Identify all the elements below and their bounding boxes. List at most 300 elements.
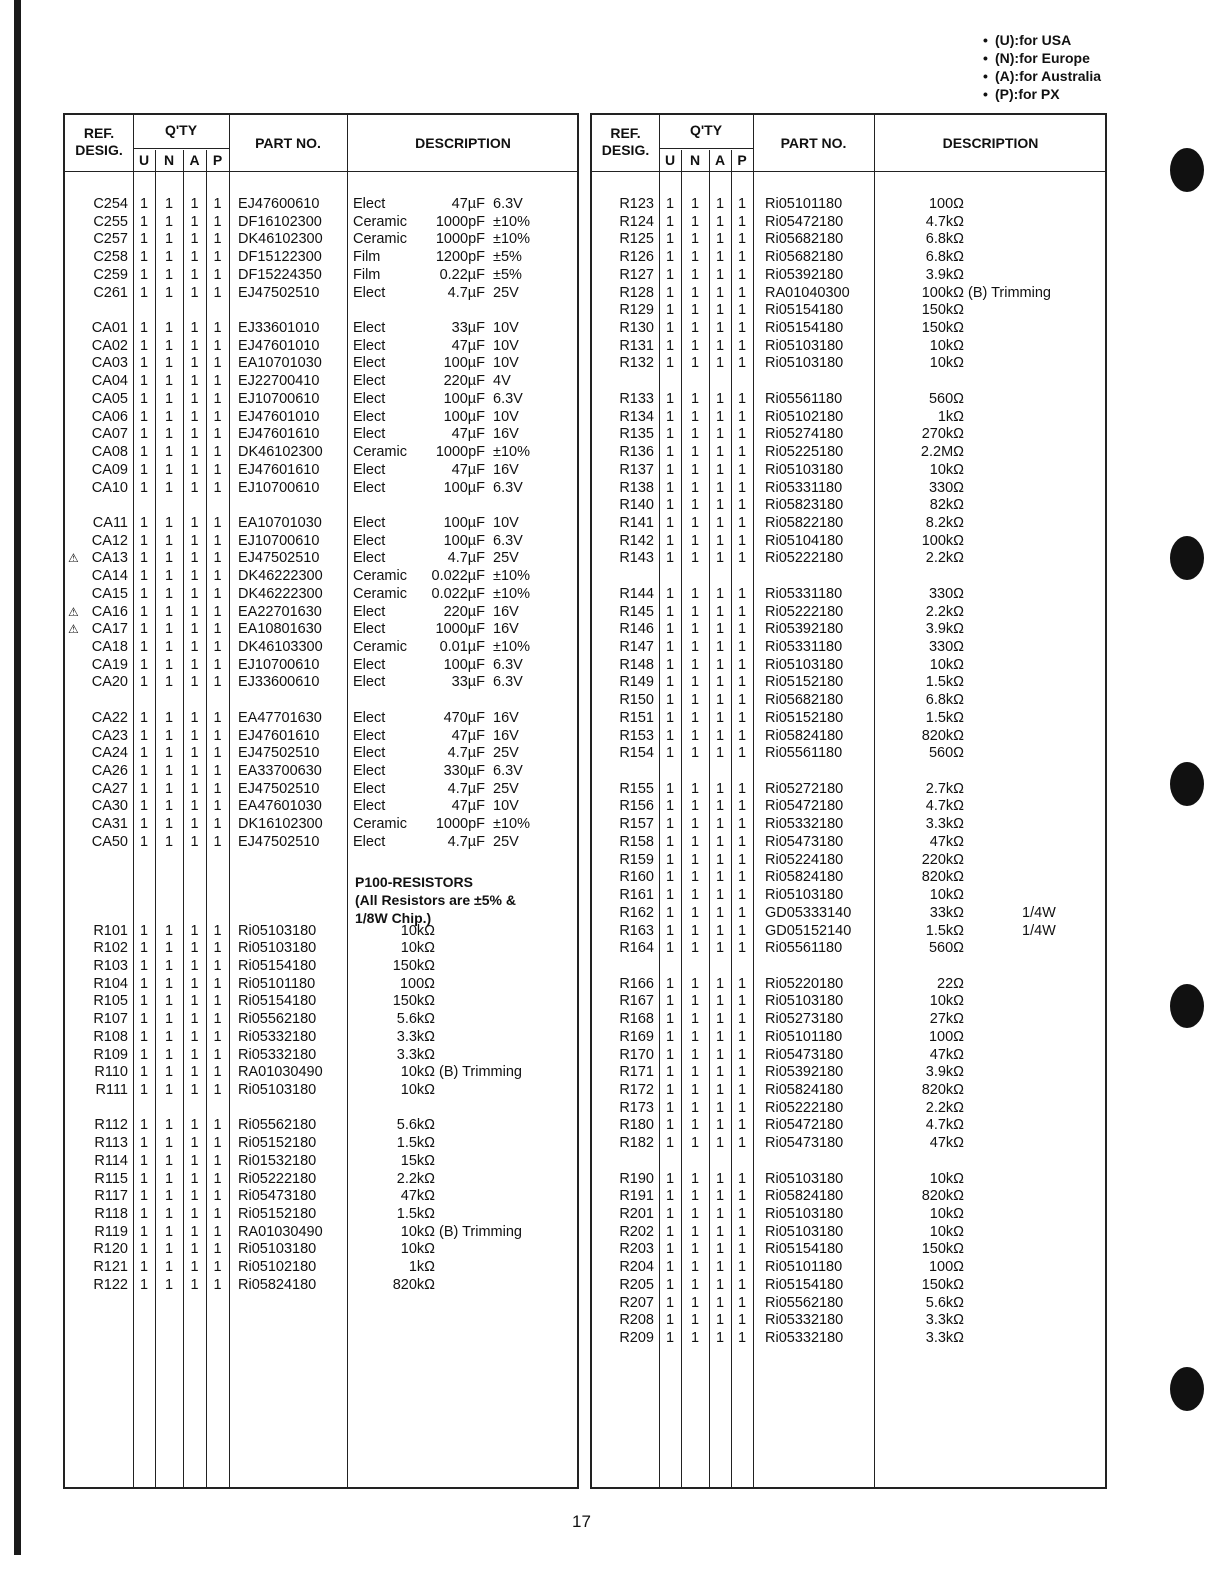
qty-cell: 1 [164,975,174,992]
part-number: EJ10700610 [238,656,320,673]
qty-cell: 1 [139,514,149,531]
qty-cell: 1 [715,1082,725,1098]
qty-cell: 1 [665,993,675,1010]
part-number: Ri05274180 [765,426,844,443]
part-number: Ri05154180 [238,957,317,974]
qty-cell: 1 [690,390,700,407]
part-number: Ri05561180 [765,390,843,407]
ref-designator: R107 [93,1011,128,1028]
qty-cell: 1 [139,1206,149,1223]
part-type: Elect [353,373,386,390]
punch-hole [1170,984,1204,1028]
ref-designator: R167 [619,993,654,1010]
part-number: Ri05103180 [238,1241,317,1258]
qty-cell: 1 [690,1294,700,1311]
qty-cell: 1 [715,745,725,762]
table-row [592,851,1105,869]
part-number: Ri05331180 [765,639,843,655]
table-row [65,230,577,248]
qty-cell: 1 [737,1241,747,1258]
part-value: 270kΩ [921,426,964,443]
qty-cell: 1 [715,408,725,425]
table-row [592,744,1105,762]
part-type: Elect [353,320,386,337]
qty-cell: 1 [715,869,725,886]
qty-cell: 1 [690,408,700,425]
qty-cell: 1 [164,763,174,780]
qty-cell: 1 [665,1028,675,1045]
part-value: 6.8kΩ [925,249,964,266]
qty-cell: 1 [737,1223,747,1240]
qty-cell: 1 [213,337,222,354]
qty-cell: 1 [690,656,700,673]
legend-europe: • (N):for Europe [983,49,1101,67]
qty-cell: 1 [139,249,149,266]
qty-cell: 1 [213,1011,222,1028]
part-value: 27kΩ [929,1011,964,1028]
part-number: Ri05682180 [765,692,844,709]
qty-cell: 1 [164,320,174,337]
table-row [592,1134,1105,1152]
qty-cell: 1 [164,231,174,248]
qty-cell: 1 [190,1011,199,1028]
qty-cell: 1 [690,284,700,301]
qty-cell: 1 [190,1223,199,1240]
table-row [592,248,1105,266]
description-header: DESCRIPTION [415,135,511,151]
qty-cell: 1 [139,266,149,283]
part-number: Ri05103180 [765,461,844,478]
qty-cell: 1 [164,266,174,283]
part-number: Ri05473180 [765,1135,844,1152]
qty-cell: 1 [213,461,222,478]
part-rating: 25V [493,780,519,797]
qty-cell: 1 [213,1188,222,1205]
part-number: EJ47601610 [238,461,320,478]
qty-cell: 1 [665,284,675,301]
qty-cell: 1 [665,585,675,602]
table-row [65,284,577,302]
qty-cell: 1 [190,249,199,266]
part-value: 4.7µF [447,550,485,567]
qty-cell: 1 [665,497,675,514]
table-row [65,709,577,727]
qty-cell: 1 [715,692,725,709]
table-row [65,975,577,993]
table-row [592,1205,1105,1223]
qty-cell: 1 [690,1223,700,1240]
part-type: Elect [353,532,386,549]
qty-cell: 1 [715,639,725,655]
part-value: 5.6kΩ [396,1117,435,1134]
ref-designator: R208 [619,1312,654,1329]
ref-designator: CA01 [91,320,128,337]
part-number: DF15224350 [238,266,322,283]
col-ref-header [65,125,133,159]
part-number: Ri05473180 [765,833,844,850]
qty-cell: 1 [164,1082,174,1098]
qty-cell: 1 [737,213,747,230]
qty-cell: 1 [715,798,725,815]
part-value: 560Ω [928,940,964,957]
part-value: 1.5kΩ [925,709,964,726]
part-value: 820kΩ [392,1276,435,1293]
qty-cell: 1 [190,940,199,957]
table-row [592,1063,1105,1081]
part-rating: ±10% [493,231,530,248]
part-value: 10kΩ [400,1064,435,1081]
part-type: Ceramic [353,444,407,461]
part-type: Elect [353,196,386,212]
part-number: Ri05332180 [765,1330,844,1347]
ref-designator: CA26 [91,763,128,780]
ref-designator: CA04 [91,373,128,390]
ref-designator: R132 [619,355,654,372]
table-row [592,1028,1105,1046]
table-row [592,904,1105,922]
part-number: Ri05682180 [765,249,844,266]
ref-designator: R207 [619,1294,654,1311]
ref-designator: R158 [619,833,654,850]
qty-cell: 1 [190,780,199,797]
ref-designator: R137 [619,461,654,478]
qty-cell: 1 [690,196,700,212]
ref-designator: R151 [619,709,654,726]
table-row [65,266,577,284]
qty-cell: 1 [213,373,222,390]
part-value: 560Ω [928,745,964,762]
part-number: Ri05103180 [238,922,317,939]
qty-cell: 1 [213,656,222,673]
qty-cell: 1 [737,851,747,868]
qty-cell: 1 [213,408,222,425]
table-row [592,620,1105,638]
qty-cell: 1 [737,1046,747,1063]
ref-designator: CA18 [91,639,128,655]
table-row [65,833,577,851]
qty-cell: 1 [737,993,747,1010]
part-rating: 25V [493,284,519,301]
ref-designator: CA22 [91,709,128,726]
qty-n-header: N [689,152,701,168]
part-number: EA33700630 [238,763,322,780]
desig-label: DESIG. [75,142,123,158]
description-header: DESCRIPTION [942,135,1039,151]
qty-cell: 1 [737,780,747,797]
qty-cell: 1 [690,1028,700,1045]
part-number: Ri05824180 [238,1276,317,1293]
qty-cell: 1 [665,869,675,886]
part-number: Ri05332180 [238,1046,317,1063]
qty-cell: 1 [190,266,199,283]
qty-cell: 1 [139,816,149,833]
qty-cell: 1 [737,798,747,815]
qty-cell: 1 [190,603,199,620]
part-value: 1200pF [435,249,485,266]
part-value: 4.7µF [447,745,485,762]
part-type: Elect [353,674,386,691]
qty-cell: 1 [164,1064,174,1081]
part-rating: ±5% [493,266,522,283]
part-value: 150kΩ [921,302,964,319]
qty-cell: 1 [715,993,725,1010]
part-number: DK46222300 [238,568,323,585]
caution-icon: ⚠ [68,551,79,566]
part-value: 10kΩ [929,993,964,1010]
qty-cell: 1 [690,585,700,602]
part-number: Ri05103180 [765,993,844,1010]
ref-designator: R159 [619,851,654,868]
part-number: Ri05154180 [765,320,844,337]
qty-cell: 1 [164,922,174,939]
part-value: 3.9kΩ [925,266,964,283]
table-row [592,514,1105,532]
part-number: Ri05331180 [765,479,843,496]
ref-designator: R133 [619,390,654,407]
table-row [65,1205,577,1223]
part-value: 100µF [443,390,485,407]
ref-designator: CA23 [91,727,128,744]
qty-cell: 1 [737,337,747,354]
legend-px: • (P):for PX [983,85,1101,103]
part-number: Ri05822180 [765,514,844,531]
qty-cell: 1 [665,816,675,833]
part-value: 10kΩ [400,1241,435,1258]
qty-cell: 1 [737,532,747,549]
qty-cell: 1 [737,284,747,301]
ref-designator: R157 [619,816,654,833]
part-number: Ri05152180 [238,1135,317,1152]
ref-designator: R113 [94,1135,128,1152]
table-row [592,1311,1105,1329]
part-number: Ri05225180 [765,444,844,461]
part-type: Elect [353,550,386,567]
table-row [65,656,577,674]
part-type: Ceramic [353,231,407,248]
part-value: 150kΩ [921,320,964,337]
part-value: 47kΩ [929,1046,964,1063]
part-number: Ri05562180 [238,1117,317,1134]
part-number: Ri05562180 [765,1294,844,1311]
qty-cell: 1 [737,408,747,425]
table-row [592,656,1105,674]
part-value: 1kΩ [408,1259,435,1276]
qty-cell: 1 [737,390,747,407]
ref-designator: R160 [619,869,654,886]
qty-cell: 1 [665,249,675,266]
ref-designator: R111 [95,1082,128,1098]
qty-cell: 1 [715,1028,725,1045]
qty-cell: 1 [164,550,174,567]
qty-cell: 1 [190,550,199,567]
qty-cell: 1 [139,284,149,301]
qty-cell: 1 [213,798,222,815]
qty-cell: 1 [213,940,222,957]
qty-cell: 1 [665,213,675,230]
qty-cell: 1 [164,355,174,372]
qty-cell: 1 [164,249,174,266]
section-title: P100-RESISTORS [355,874,474,890]
qty-cell: 1 [737,479,747,496]
qty-cell: 1 [715,497,725,514]
part-value: 1000pF [435,213,485,230]
qty-cell: 1 [715,727,725,744]
part-value: 1000pF [435,444,485,461]
ref-designator: CA17 [91,621,128,638]
qty-cell: 1 [164,798,174,815]
ref-designator: R103 [93,957,128,974]
qty-cell: 1 [139,922,149,939]
part-rating: ±10% [493,639,530,655]
part-rating: ±10% [493,568,530,585]
part-value: 220µF [443,373,485,390]
qty-cell: 1 [190,674,199,691]
part-number: Ri05103180 [238,1082,317,1098]
qty-cell: 1 [164,674,174,691]
ref-designator: CA11 [92,514,128,531]
qty-cell: 1 [213,1170,222,1187]
qty-cell: 1 [164,196,174,212]
punch-hole [1170,148,1204,192]
qty-cell: 1 [665,692,675,709]
qty-cell: 1 [737,320,747,337]
part-number: EJ47601610 [238,727,320,744]
qty-cell: 1 [737,975,747,992]
qty-cell: 1 [190,213,199,230]
table-row [592,1010,1105,1028]
part-value: 470µF [443,709,485,726]
ref-designator: R120 [93,1241,128,1258]
part-value: 10kΩ [929,656,964,673]
ref-designator: R130 [619,320,654,337]
part-type: Elect [353,656,386,673]
part-number: Ri05154180 [765,302,844,319]
part-value: 1000pF [435,816,485,833]
ref-designator: R153 [619,727,654,744]
part-rating: 1/4W [1022,922,1056,939]
part-value: 1.5kΩ [396,1206,435,1223]
ref-designator: CA50 [91,833,128,850]
ref-designator: R134 [619,408,654,425]
part-type: Ceramic [353,639,407,655]
part-rating: 4V [493,373,511,390]
qty-cell: 1 [715,461,725,478]
part-rating: 10V [493,514,519,531]
qty-cell: 1 [690,798,700,815]
qty-cell: 1 [213,639,222,655]
qty-cell: 1 [164,408,174,425]
part-number: Ri05102180 [238,1259,317,1276]
ref-designator: R205 [619,1276,654,1293]
part-value: 220µF [443,603,485,620]
part-value: 3.3kΩ [396,1046,435,1063]
qty-cell: 1 [715,922,725,939]
qty-cell: 1 [164,1046,174,1063]
table-row [592,780,1105,798]
qty-cell: 1 [737,497,747,514]
table-row [592,337,1105,355]
binding-edge [14,0,21,1555]
part-value: 100kΩ [921,532,964,549]
qty-cell: 1 [715,320,725,337]
part-value: 47µF [451,461,485,478]
part-value: 82kΩ [929,497,964,514]
qty-cell: 1 [139,479,149,496]
part-value: 100µF [443,514,485,531]
part-number: EJ47601010 [238,337,320,354]
qty-cell: 1 [737,1082,747,1098]
part-number: EA10701030 [238,355,322,372]
qty-cell: 1 [665,709,675,726]
part-number: Ri05222180 [238,1170,317,1187]
part-value: 6.8kΩ [925,231,964,248]
table-row [592,1276,1105,1294]
part-rating: 16V [493,727,519,744]
part-type: Ceramic [353,213,407,230]
ref-designator: CA27 [91,780,128,797]
qty-cell: 1 [190,196,199,212]
part-type: Elect [353,745,386,762]
qty-cell: 1 [213,390,222,407]
qty-cell: 1 [737,1170,747,1187]
qty-cell: 1 [665,196,675,212]
part-value: 5.6kΩ [925,1294,964,1311]
part-type: Elect [353,727,386,744]
qty-cell: 1 [190,1082,199,1098]
part-value: 4.7µF [447,284,485,301]
qty-cell: 1 [690,1241,700,1258]
ref-designator: R164 [619,940,654,957]
qty-cell: 1 [665,1064,675,1081]
ref-designator: R104 [93,975,128,992]
table-row [592,815,1105,833]
caution-icon: ⚠ [68,604,79,619]
part-type: Elect [353,408,386,425]
qty-cell: 1 [690,1099,700,1116]
part-value: 820kΩ [921,1188,964,1205]
table-row [65,603,577,621]
qty-cell: 1 [690,869,700,886]
qty-cell: 1 [139,957,149,974]
ref-designator: R126 [619,249,654,266]
part-type: Elect [353,461,386,478]
qty-cell: 1 [164,833,174,850]
qty-cell: 1 [737,1312,747,1329]
qty-cell: 1 [690,266,700,283]
ref-designator: R162 [619,904,654,921]
qty-cell: 1 [164,1011,174,1028]
part-type: Elect [353,426,386,443]
table-row [592,638,1105,656]
qty-cell: 1 [690,1011,700,1028]
table-row [65,567,577,585]
table-row [592,727,1105,745]
ref-designator: R115 [94,1170,128,1187]
qty-cell: 1 [715,904,725,921]
qty-cell: 1 [665,461,675,478]
qty-cell: 1 [139,833,149,850]
qty-cell: 1 [213,603,222,620]
qty-cell: 1 [190,1241,199,1258]
ref-designator: R138 [619,479,654,496]
qty-cell: 1 [737,302,747,319]
part-value: 10kΩ [929,1206,964,1223]
part-type: Elect [353,780,386,797]
qty-cell: 1 [737,745,747,762]
part-type: Film [353,266,381,283]
table-row [65,585,577,603]
qty-cell: 1 [164,1117,174,1134]
